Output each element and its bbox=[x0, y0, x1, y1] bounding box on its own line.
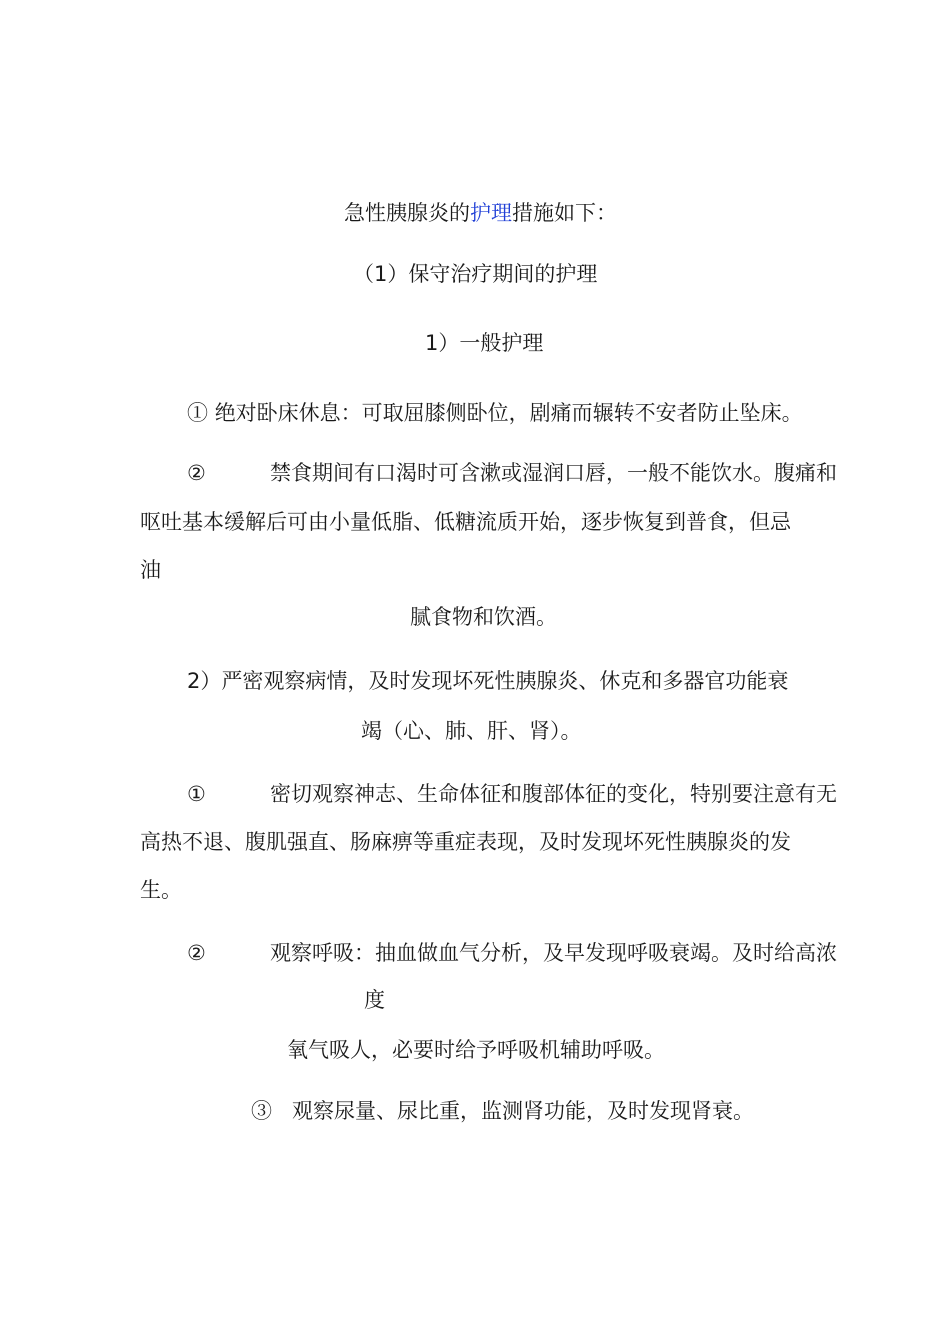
list-item-vitals-line-2 bbox=[140, 828, 791, 856]
list-item-fasting-line-4 bbox=[410, 603, 557, 631]
title-suffix: 措施如下： bbox=[512, 201, 617, 225]
list-item-breathing-line-3 bbox=[287, 1036, 665, 1064]
list-item-urine bbox=[251, 1097, 754, 1125]
item-marker: ① bbox=[187, 782, 206, 806]
item-marker: ② bbox=[187, 941, 206, 965]
item-text: 生。 bbox=[140, 878, 182, 902]
section-text: 保守治疗期间的护理 bbox=[408, 262, 598, 286]
item-text: 绝对卧床休息：可取屈膝侧卧位，剧痛而辗转不安者防止坠床。 bbox=[214, 401, 803, 425]
subheading-text: 严密观察病情，及时发现坏死性胰腺炎、休克和多器官功能衰 bbox=[221, 669, 789, 693]
item-text: 观察尿量、尿比重，监测肾功能，及时发现肾衰。 bbox=[292, 1099, 755, 1123]
list-item-bed-rest bbox=[187, 399, 803, 427]
item-text: 禁食期间有口渴时可含漱或湿润口唇，一般不能饮水。腹痛和 bbox=[270, 461, 837, 485]
title-prefix: 急性胰腺炎的 bbox=[344, 201, 470, 225]
item-marker: ② bbox=[187, 461, 206, 485]
item-text: 呕吐基本缓解后可由小量低脂、低糖流质开始，逐步恢复到普食，但忌 bbox=[140, 510, 791, 534]
subheading-observe-line-1 bbox=[187, 667, 788, 695]
subheading-number: 1） bbox=[425, 331, 460, 355]
item-text: 腻食物和饮酒。 bbox=[410, 605, 557, 629]
list-item-fasting-line-2 bbox=[140, 508, 791, 536]
item-text: 油 bbox=[140, 558, 161, 582]
section-number: （1） bbox=[353, 262, 409, 286]
list-item-vitals-line-1 bbox=[187, 780, 837, 808]
list-item-fasting-line-1 bbox=[187, 459, 837, 487]
list-item-fasting-line-3 bbox=[140, 556, 161, 584]
item-marker: ③ bbox=[251, 1099, 272, 1123]
subheading-text: 一般护理 bbox=[459, 331, 544, 355]
item-text: 高热不退、腹肌强直、肠麻痹等重症表现，及时发现坏死性胰腺炎的发 bbox=[140, 830, 791, 854]
item-text: 密切观察神志、生命体征和腹部体征的变化，特别要注意有无 bbox=[270, 782, 837, 806]
item-text: 氧气吸人，必要时给予呼吸机辅助呼吸。 bbox=[287, 1038, 665, 1062]
nursing-link[interactable]: 护理 bbox=[470, 201, 512, 225]
list-item-vitals-line-3 bbox=[140, 876, 182, 904]
item-marker: ① bbox=[187, 401, 208, 425]
item-text: 观察呼吸：抽血做血气分析，及早发现呼吸衰竭。及时给高浓 bbox=[270, 941, 837, 965]
item-text: 度 bbox=[364, 988, 385, 1012]
subheading-general-care bbox=[425, 329, 543, 357]
subheading-observe-line-2 bbox=[361, 717, 582, 745]
list-item-breathing-line-1 bbox=[187, 939, 837, 967]
document-title bbox=[344, 199, 617, 227]
subheading-number: 2） bbox=[187, 669, 222, 693]
list-item-breathing-line-2 bbox=[364, 986, 385, 1014]
section-heading-1 bbox=[353, 260, 597, 288]
subheading-text: 竭（心、肺、肝、肾）。 bbox=[361, 719, 582, 743]
